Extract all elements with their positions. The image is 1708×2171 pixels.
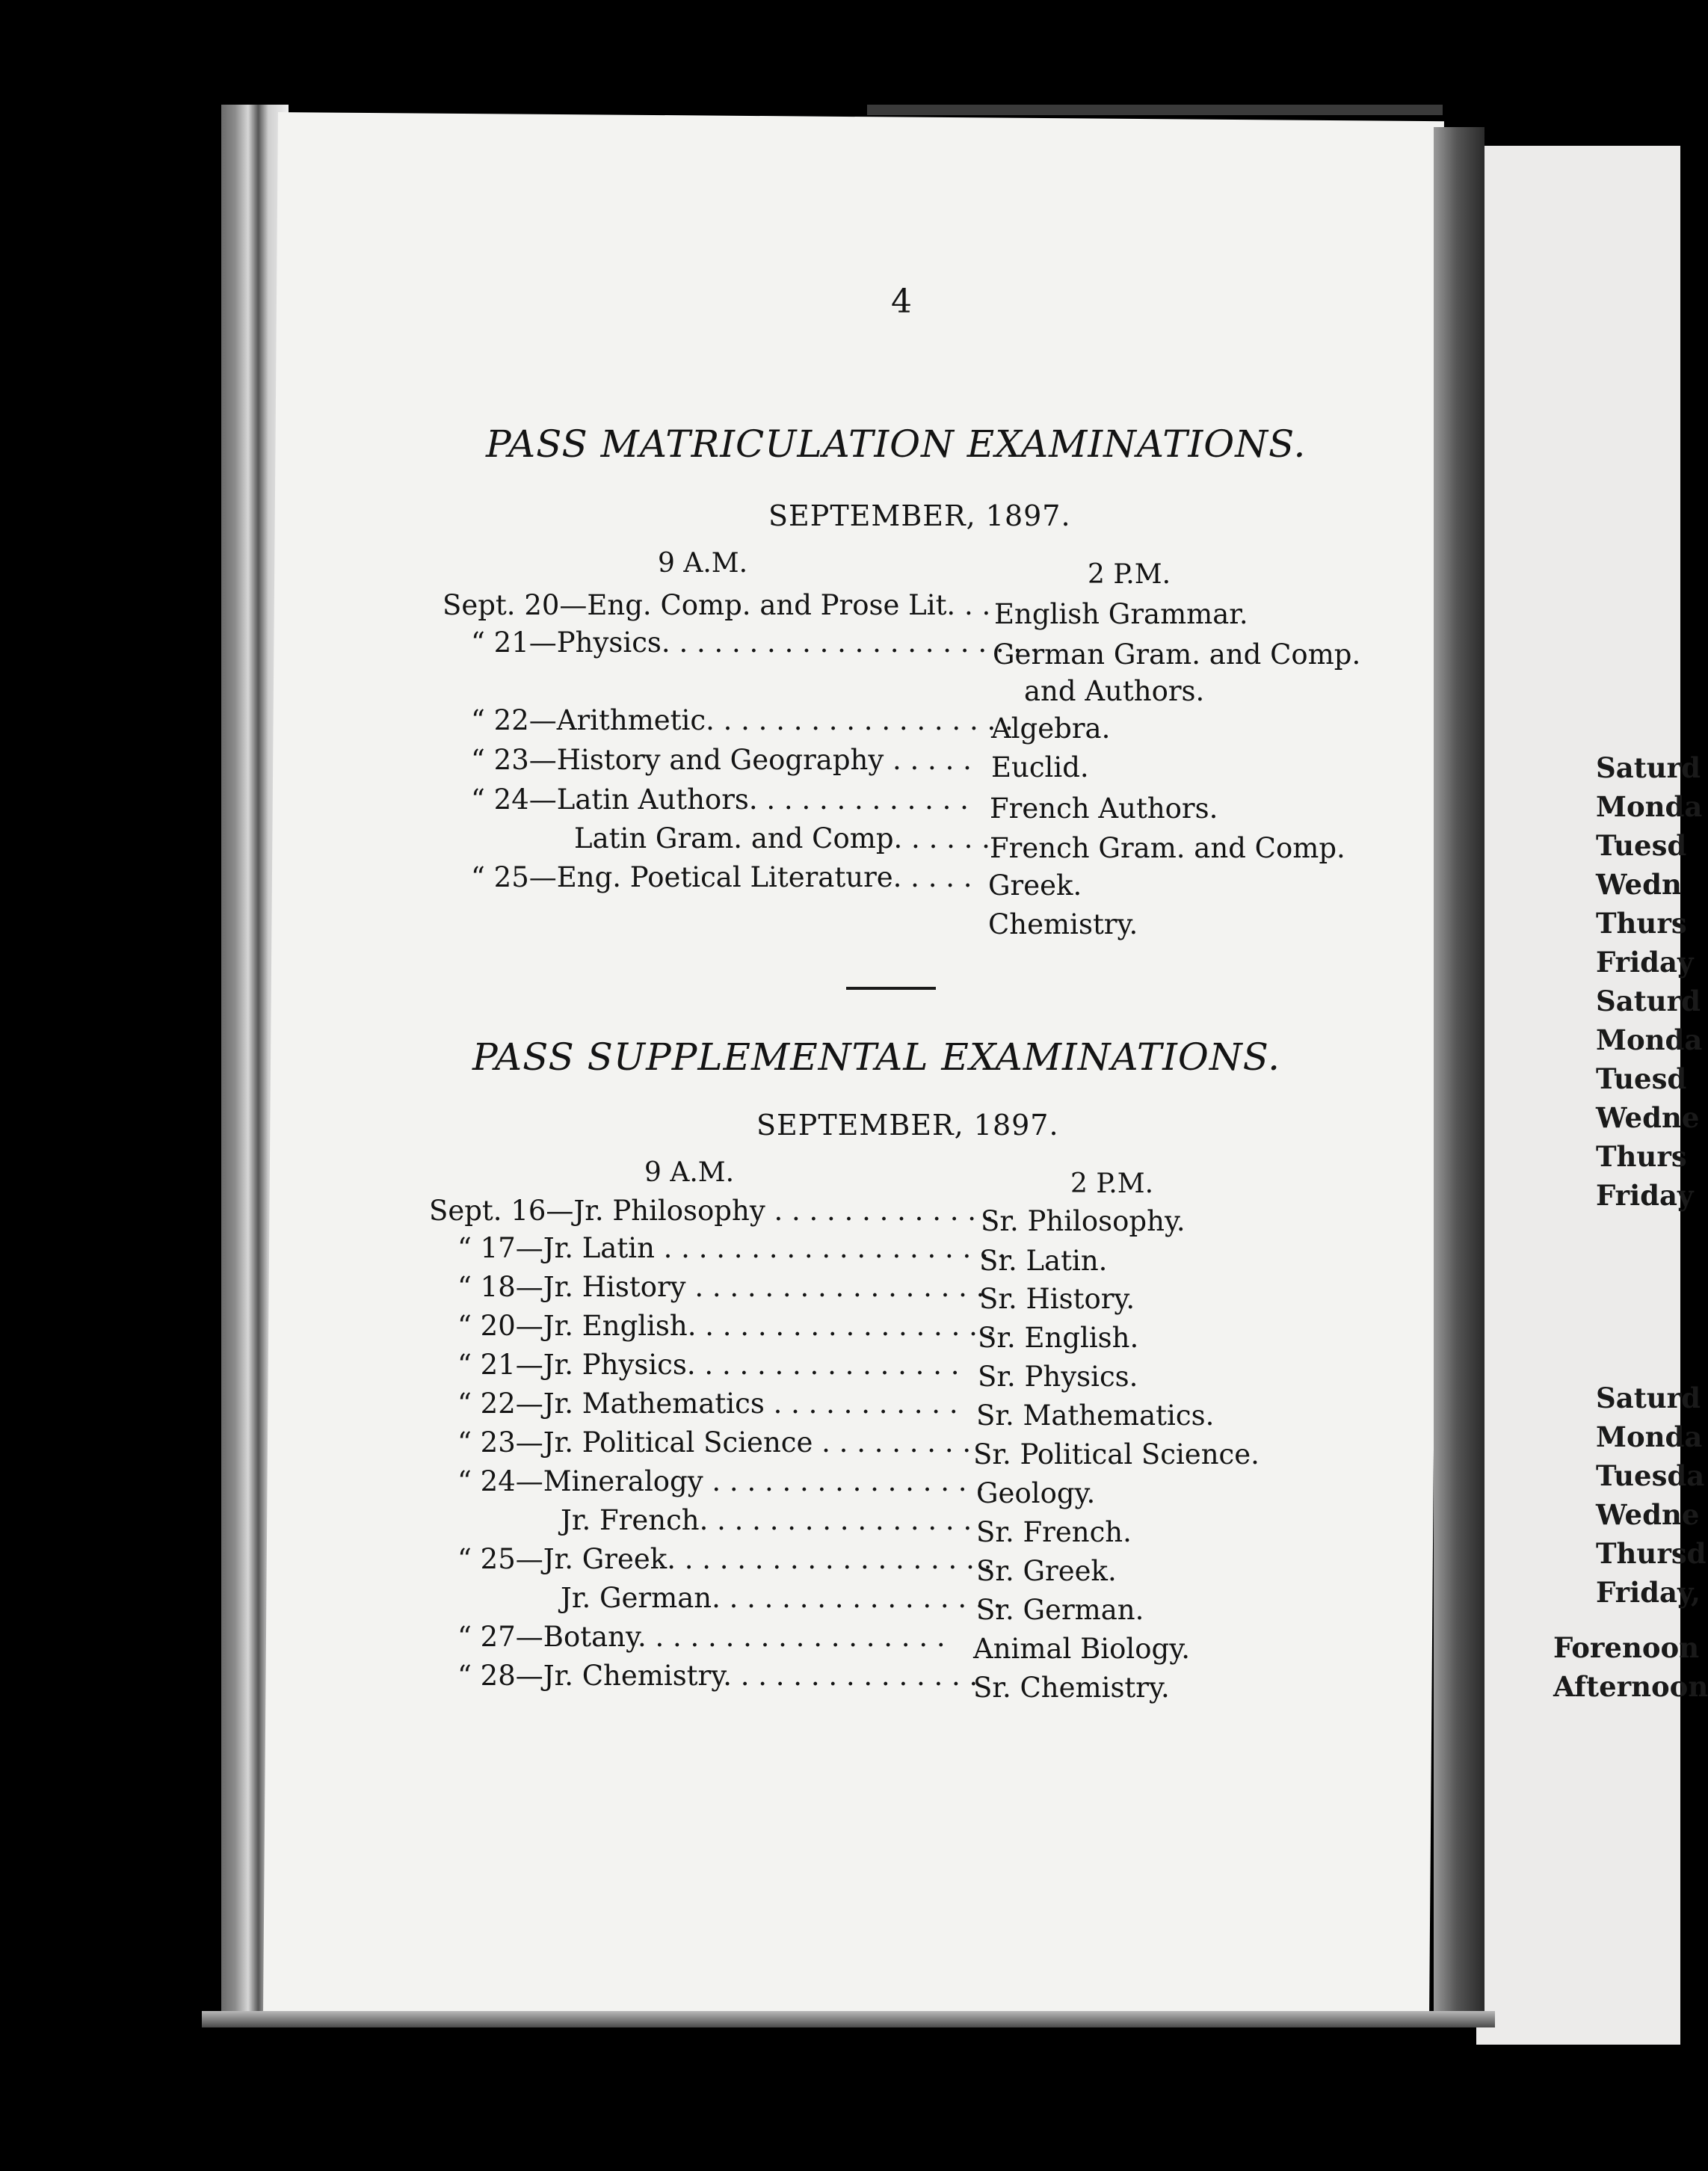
facing-page [1476,146,1680,2045]
facing-page-text: Friday [1596,946,1694,979]
section-subtitle-supplemental: SEPTEMBER, 1897. [756,1109,1059,1142]
schedule-row-pm: Algebra. [991,712,1111,745]
schedule-row-am: Sept. 16—Jr. Philosophy . . . . . . . . . . . . . [429,1195,994,1227]
schedule-row-pm: Geology. [976,1477,1096,1509]
schedule-row-am: “ 25—Jr. Greek. . . . . . . . . . . . . . . . . . . [457,1543,993,1575]
schedule-row-am: “ 21—Physics. . . . . . . . . . . . . . . . . . . . . . [471,626,1040,659]
schedule-row-pm: Euclid. [991,751,1089,783]
schedule-row-am: “ 20—Jr. English. . . . . . . . . . . . . . . . . . [457,1310,996,1342]
facing-page-text: Wedne [1596,1498,1700,1531]
page-number: 4 [891,283,912,321]
schedule-row-pm: Sr. English. [978,1322,1139,1354]
schedule-row-pm: French Authors. [990,792,1218,825]
schedule-row-am: Sept. 20—Eng. Comp. and Prose Lit. . . [443,589,991,621]
column-header-am: 9 A.M. [644,1157,735,1188]
schedule-row-pm: Sr. Latin. [979,1245,1108,1277]
schedule-row-pm: Sr. History. [979,1283,1135,1315]
facing-page-text: Saturd [1596,985,1701,1017]
schedule-row-am: “ 23—History and Geography . . . . . [471,744,972,776]
schedule-row-am: “ 25—Eng. Poetical Literature. . . . . [471,861,972,893]
schedule-row-am: “ 21—Jr. Physics. . . . . . . . . . . . . . . . [457,1349,960,1381]
schedule-row-pm: Sr. Greek. [976,1555,1117,1587]
facing-page-text: Friday, [1596,1576,1701,1609]
schedule-row-pm: Animal Biology. [973,1633,1190,1665]
column-header-am: 9 A.M. [658,548,748,579]
facing-page-text: Thurs [1596,1140,1687,1173]
schedule-row-am: “ 22—Jr. Mathematics . . . . . . . . . . . [457,1388,958,1420]
facing-page-text: Forenoon [1553,1631,1700,1664]
facing-page-text: Afternoon [1553,1670,1708,1703]
schedule-row-pm: English Grammar. [994,598,1248,630]
top-edge-shadow [867,105,1443,115]
section-divider [846,987,936,990]
facing-page-text: Thurs [1596,907,1687,940]
facing-page-text: Monda [1596,1023,1703,1056]
schedule-row-am: “ 23—Jr. Political Science . . . . . . . . . [457,1426,972,1459]
column-header-pm: 2 P.M. [1070,1168,1154,1199]
schedule-row-am: Jr. German. . . . . . . . . . . . . . . . . [561,1582,1002,1614]
schedule-row-pm: Sr. German. [976,1594,1144,1626]
schedule-row-pm: Chemistry. [988,908,1138,940]
facing-page-text: Saturd [1596,751,1701,784]
schedule-row-pm: and Authors. [1024,675,1205,707]
page-gutter [1434,127,1485,2018]
schedule-row-am: “ 17—Jr. Latin . . . . . . . . . . . . . . . . . . . . [457,1232,1007,1264]
schedule-row-pm: Sr. Chemistry. [973,1672,1170,1704]
facing-page-text: Wedn [1596,868,1682,901]
schedule-row-am: “ 22—Arithmetic. . . . . . . . . . . . . . . . . . [471,704,1014,736]
facing-page-text: Monda [1596,1420,1703,1453]
schedule-row-pm: French Gram. and Comp. [990,832,1345,864]
schedule-row-am: Jr. French. . . . . . . . . . . . . . . . [561,1504,972,1536]
schedule-row-pm: Greek. [988,869,1082,902]
schedule-row-am: Latin Gram. and Comp. . . . . . [574,822,990,854]
facing-page-text: Tuesda [1596,1459,1705,1492]
schedule-row-pm: Sr. French. [976,1516,1132,1548]
facing-page-text: Saturd [1596,1382,1701,1414]
schedule-row-am: “ 27—Botany. . . . . . . . . . . . . . . . . . [457,1621,946,1653]
facing-page-text: Monda [1596,790,1703,823]
schedule-row-pm: Sr. Political Science. [973,1438,1260,1471]
facing-page-text: Wedne [1596,1101,1700,1134]
schedule-row-am: “ 24—Latin Authors. . . . . . . . . . . . . [471,783,969,816]
section-subtitle-matriculation: SEPTEMBER, 1897. [768,499,1071,532]
facing-page-text: Tuesd [1596,829,1687,862]
facing-page-text: Thursd [1596,1537,1707,1570]
column-header-pm: 2 P.M. [1088,559,1171,590]
facing-page-text: Friday [1596,1179,1694,1212]
schedule-row-pm: German Gram. and Comp. [993,638,1361,671]
schedule-row-am: “ 28—Jr. Chemistry. . . . . . . . . . . . . . . [457,1660,978,1692]
schedule-row-pm: Sr. Mathematics. [976,1399,1215,1432]
bottom-edge-shadow [202,2011,1495,2027]
schedule-row-pm: Sr. Physics. [978,1361,1138,1393]
schedule-row-am: “ 24—Mineralogy . . . . . . . . . . . . . . . . [457,1465,985,1497]
section-title-supplemental: PASS SUPPLEMENTAL EXAMINATIONS. [472,1035,1281,1079]
schedule-row-am: “ 18—Jr. History . . . . . . . . . . . . . . . . . [457,1271,985,1303]
section-title-matriculation: PASS MATRICULATION EXAMINATIONS. [486,422,1307,466]
facing-page-text: Tuesd [1596,1062,1687,1095]
schedule-row-pm: Sr. Philosophy. [981,1205,1186,1237]
